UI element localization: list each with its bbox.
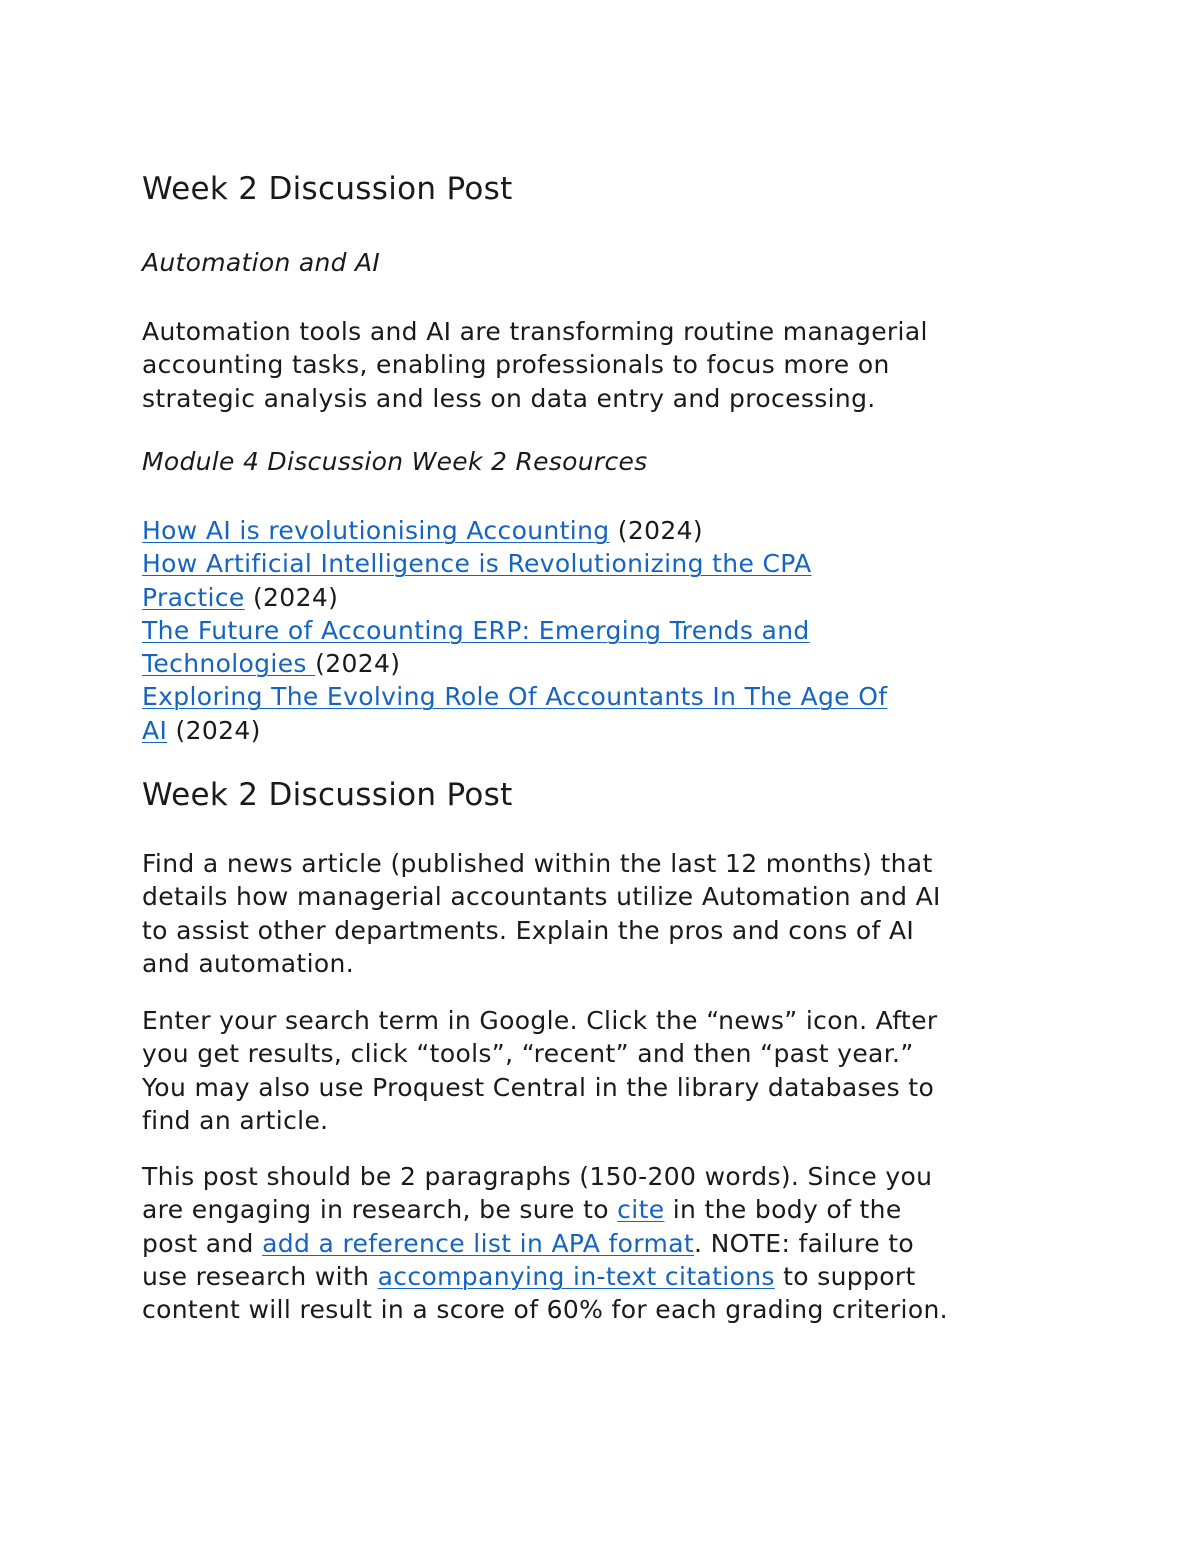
in-text-citations-link[interactable]: accompanying in-text citations: [377, 1261, 775, 1291]
search-line: You may also use Proquest Central in the library databases to: [142, 1072, 935, 1102]
requirements-line: [142, 1260, 1072, 1293]
requirements-paragraph: [142, 1160, 1072, 1326]
resource-link[interactable]: How Artificial Intelligence is Revolutionizing the CPA: [142, 549, 812, 579]
resources-list: [142, 514, 1072, 747]
search-line: you get results, click “tools”, “recent” and then “past year.”: [142, 1039, 914, 1069]
intro-line: strategic analysis and less on data entry and processing.: [142, 383, 876, 413]
requirements-text: . NOTE: failure to: [694, 1228, 915, 1258]
resource-item: [142, 514, 1072, 547]
resource-year: (2024): [244, 582, 339, 612]
resource-year: (2024): [315, 649, 401, 679]
search-line: Enter your search term in Google. Click the “news” icon. After: [142, 1006, 938, 1035]
intro-paragraph: [142, 315, 1072, 415]
topic-subtitle: Automation and AI: [142, 248, 381, 277]
resource-link[interactable]: Exploring The Evolving Role Of Accountants In The Age Of: [142, 682, 888, 712]
prompt-line: Find a news article (published within the last 12 months) that: [142, 849, 933, 878]
prompt-paragraph: [142, 847, 1072, 980]
prompt-line: to assist other departments. Explain the pros and cons of AI: [142, 915, 915, 945]
requirements-line: [142, 1193, 1072, 1226]
requirements-text: post and: [142, 1228, 263, 1258]
search-line: find an article.: [142, 1105, 329, 1135]
requirements-line: content will result in a score of 60% for each grading criterion.: [142, 1295, 948, 1325]
resource-item: [142, 581, 1072, 614]
requirements-text: in the body of the: [664, 1195, 902, 1225]
requirements-text: use research with: [142, 1261, 378, 1291]
resource-link[interactable]: The Future of Accounting ERP: Emerging Trends and: [142, 615, 810, 645]
cite-link[interactable]: cite: [617, 1195, 665, 1225]
requirements-text: are engaging in research, be sure to: [142, 1195, 618, 1225]
resource-year: (2024): [167, 715, 261, 745]
resource-item: [142, 547, 1072, 580]
resource-link[interactable]: Technologies: [142, 649, 316, 679]
resources-heading: Module 4 Discussion Week 2 Resources: [142, 447, 648, 476]
page-title: Week 2 Discussion Post: [142, 171, 513, 207]
requirements-line: This post should be 2 paragraphs (150-200 words). Since you: [142, 1162, 933, 1191]
apa-reference-link[interactable]: add a reference list in APA format: [262, 1228, 695, 1258]
prompt-line: details how managerial accountants utilize Automation and AI: [142, 882, 941, 912]
resource-link[interactable]: Practice: [142, 582, 245, 612]
resource-link[interactable]: AI: [142, 715, 168, 745]
resource-item: [142, 647, 1072, 680]
resource-item: [142, 714, 1072, 747]
section-title: Week 2 Discussion Post: [142, 777, 513, 813]
resource-link[interactable]: How AI is revolutionising Accounting: [142, 516, 610, 545]
intro-line: accounting tasks, enabling professionals to focus more on: [142, 350, 890, 380]
resource-item: [142, 680, 1072, 713]
requirements-line: [142, 1227, 1072, 1260]
search-instructions-paragraph: [142, 1004, 1072, 1137]
resource-year: (2024): [609, 516, 704, 545]
requirements-text: to support: [774, 1261, 916, 1291]
intro-line: Automation tools and AI are transforming routine managerial: [142, 317, 928, 346]
prompt-line: and automation.: [142, 948, 355, 978]
resource-item: [142, 614, 1072, 647]
